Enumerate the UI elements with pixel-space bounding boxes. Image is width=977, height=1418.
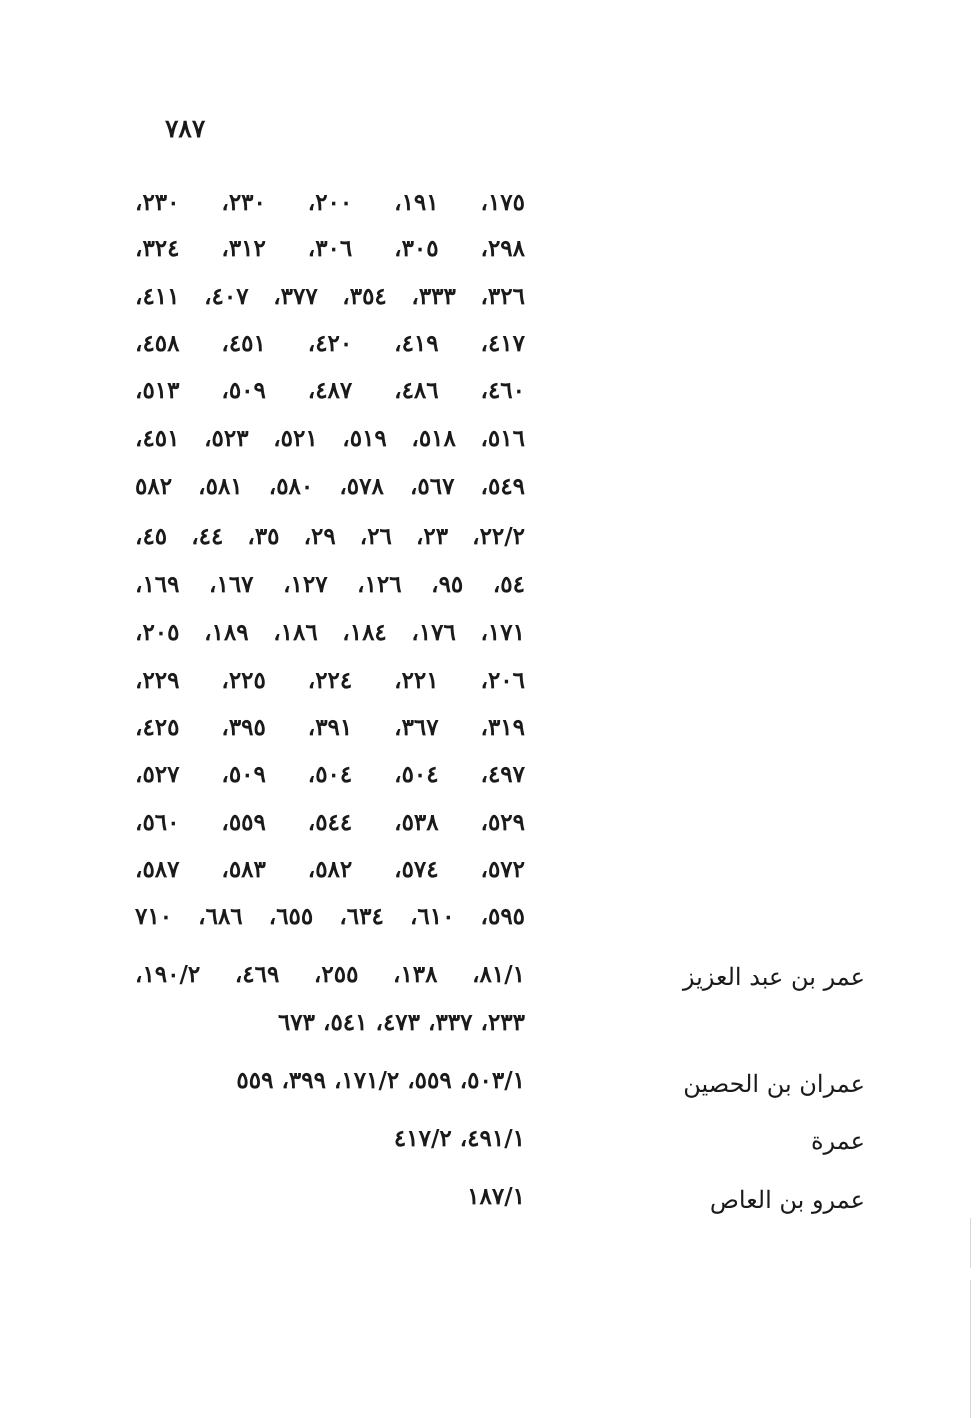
reference-line: ٥٤٩، ٥٦٧، ٥٧٨، ٥٨٠، ٥٨١، ٥٨٢	[135, 473, 526, 500]
reference-line: ٤٩٧، ٥٠٤، ٥٠٤، ٥٠٩، ٥٢٧،	[135, 761, 525, 788]
reference-line: ٢٩٨، ٣٠٥، ٣٠٦، ٣١٢، ٣٢٤،	[135, 235, 525, 262]
reference-line: ٣٢٦، ٣٣٣، ٣٥٤، ٣٧٧، ٤٠٧، ٤١١،	[135, 283, 525, 310]
reference-line: ٢٠٦، ٢٢١، ٢٢٤، ٢٢٥، ٢٢٩،	[135, 667, 525, 694]
entry-reference-line: ٢٣٣، ٣٣٧، ٤٧٣، ٥٤١، ٦٧٣	[277, 1009, 525, 1036]
reference-line: ٣١٩، ٣٦٧، ٣٩١، ٣٩٥، ٤٢٥،	[135, 714, 525, 741]
reference-line: ٤٦٠، ٤٨٦، ٤٨٧، ٥٠٩، ٥١٣،	[135, 377, 525, 404]
entry-name: عمر بن عبد العزيز	[682, 963, 865, 991]
page-number: ٧٨٧	[165, 114, 206, 143]
reference-line: ١٧١، ١٧٦، ١٨٤، ١٨٦، ١٨٩، ٢٠٥،	[135, 619, 525, 646]
entry-reference-line: ٥٠٣/١، ٥٥٩، ١٧١/٢، ٣٩٩، ٥٥٩	[236, 1067, 525, 1094]
entry-name: عمرة	[810, 1127, 865, 1155]
reference-line: ٥٢٩، ٥٣٨، ٥٤٤، ٥٥٩، ٥٦٠،	[135, 809, 525, 836]
reference-line: ٢٢/٢، ٢٣، ٢٦، ٢٩، ٣٥، ٤٤، ٤٥،	[135, 523, 526, 550]
entry-name: عمران بن الحصين	[683, 1070, 865, 1098]
reference-line: ٤١٧، ٤١٩، ٤٢٠، ٤٥١، ٤٥٨،	[135, 330, 525, 357]
entry-name: عمرو بن العاص	[709, 1186, 865, 1214]
scan-edge-mark	[970, 1218, 971, 1268]
reference-line: ٥١٦، ٥١٨، ٥١٩، ٥٢١، ٥٢٣، ٤٥١،	[135, 425, 525, 452]
entry-reference-line: ١٨٧/١	[467, 1183, 525, 1210]
entry-reference-line: ٤٩١/١، ٤١٧/٢	[393, 1125, 525, 1152]
scan-edge-mark	[970, 1280, 971, 1418]
reference-line: ٥٧٢، ٥٧٤، ٥٨٢، ٥٨٣، ٥٨٧،	[135, 856, 525, 883]
reference-line: ١٧٥، ١٩١، ٢٠٠، ٢٣٠، ٢٣٠،	[135, 189, 525, 216]
entry-reference-line: ٨١/١، ١٣٨، ٢٥٥، ٤٦٩، ١٩٠/٢،	[135, 961, 525, 988]
reference-line: ٥٩٥، ٦١٠، ٦٣٤، ٦٥٥، ٦٨٦، ٧١٠	[135, 903, 526, 930]
reference-line: ٥٤، ٩٥، ١٢٦، ١٢٧، ١٦٧، ١٦٩،	[135, 571, 525, 598]
